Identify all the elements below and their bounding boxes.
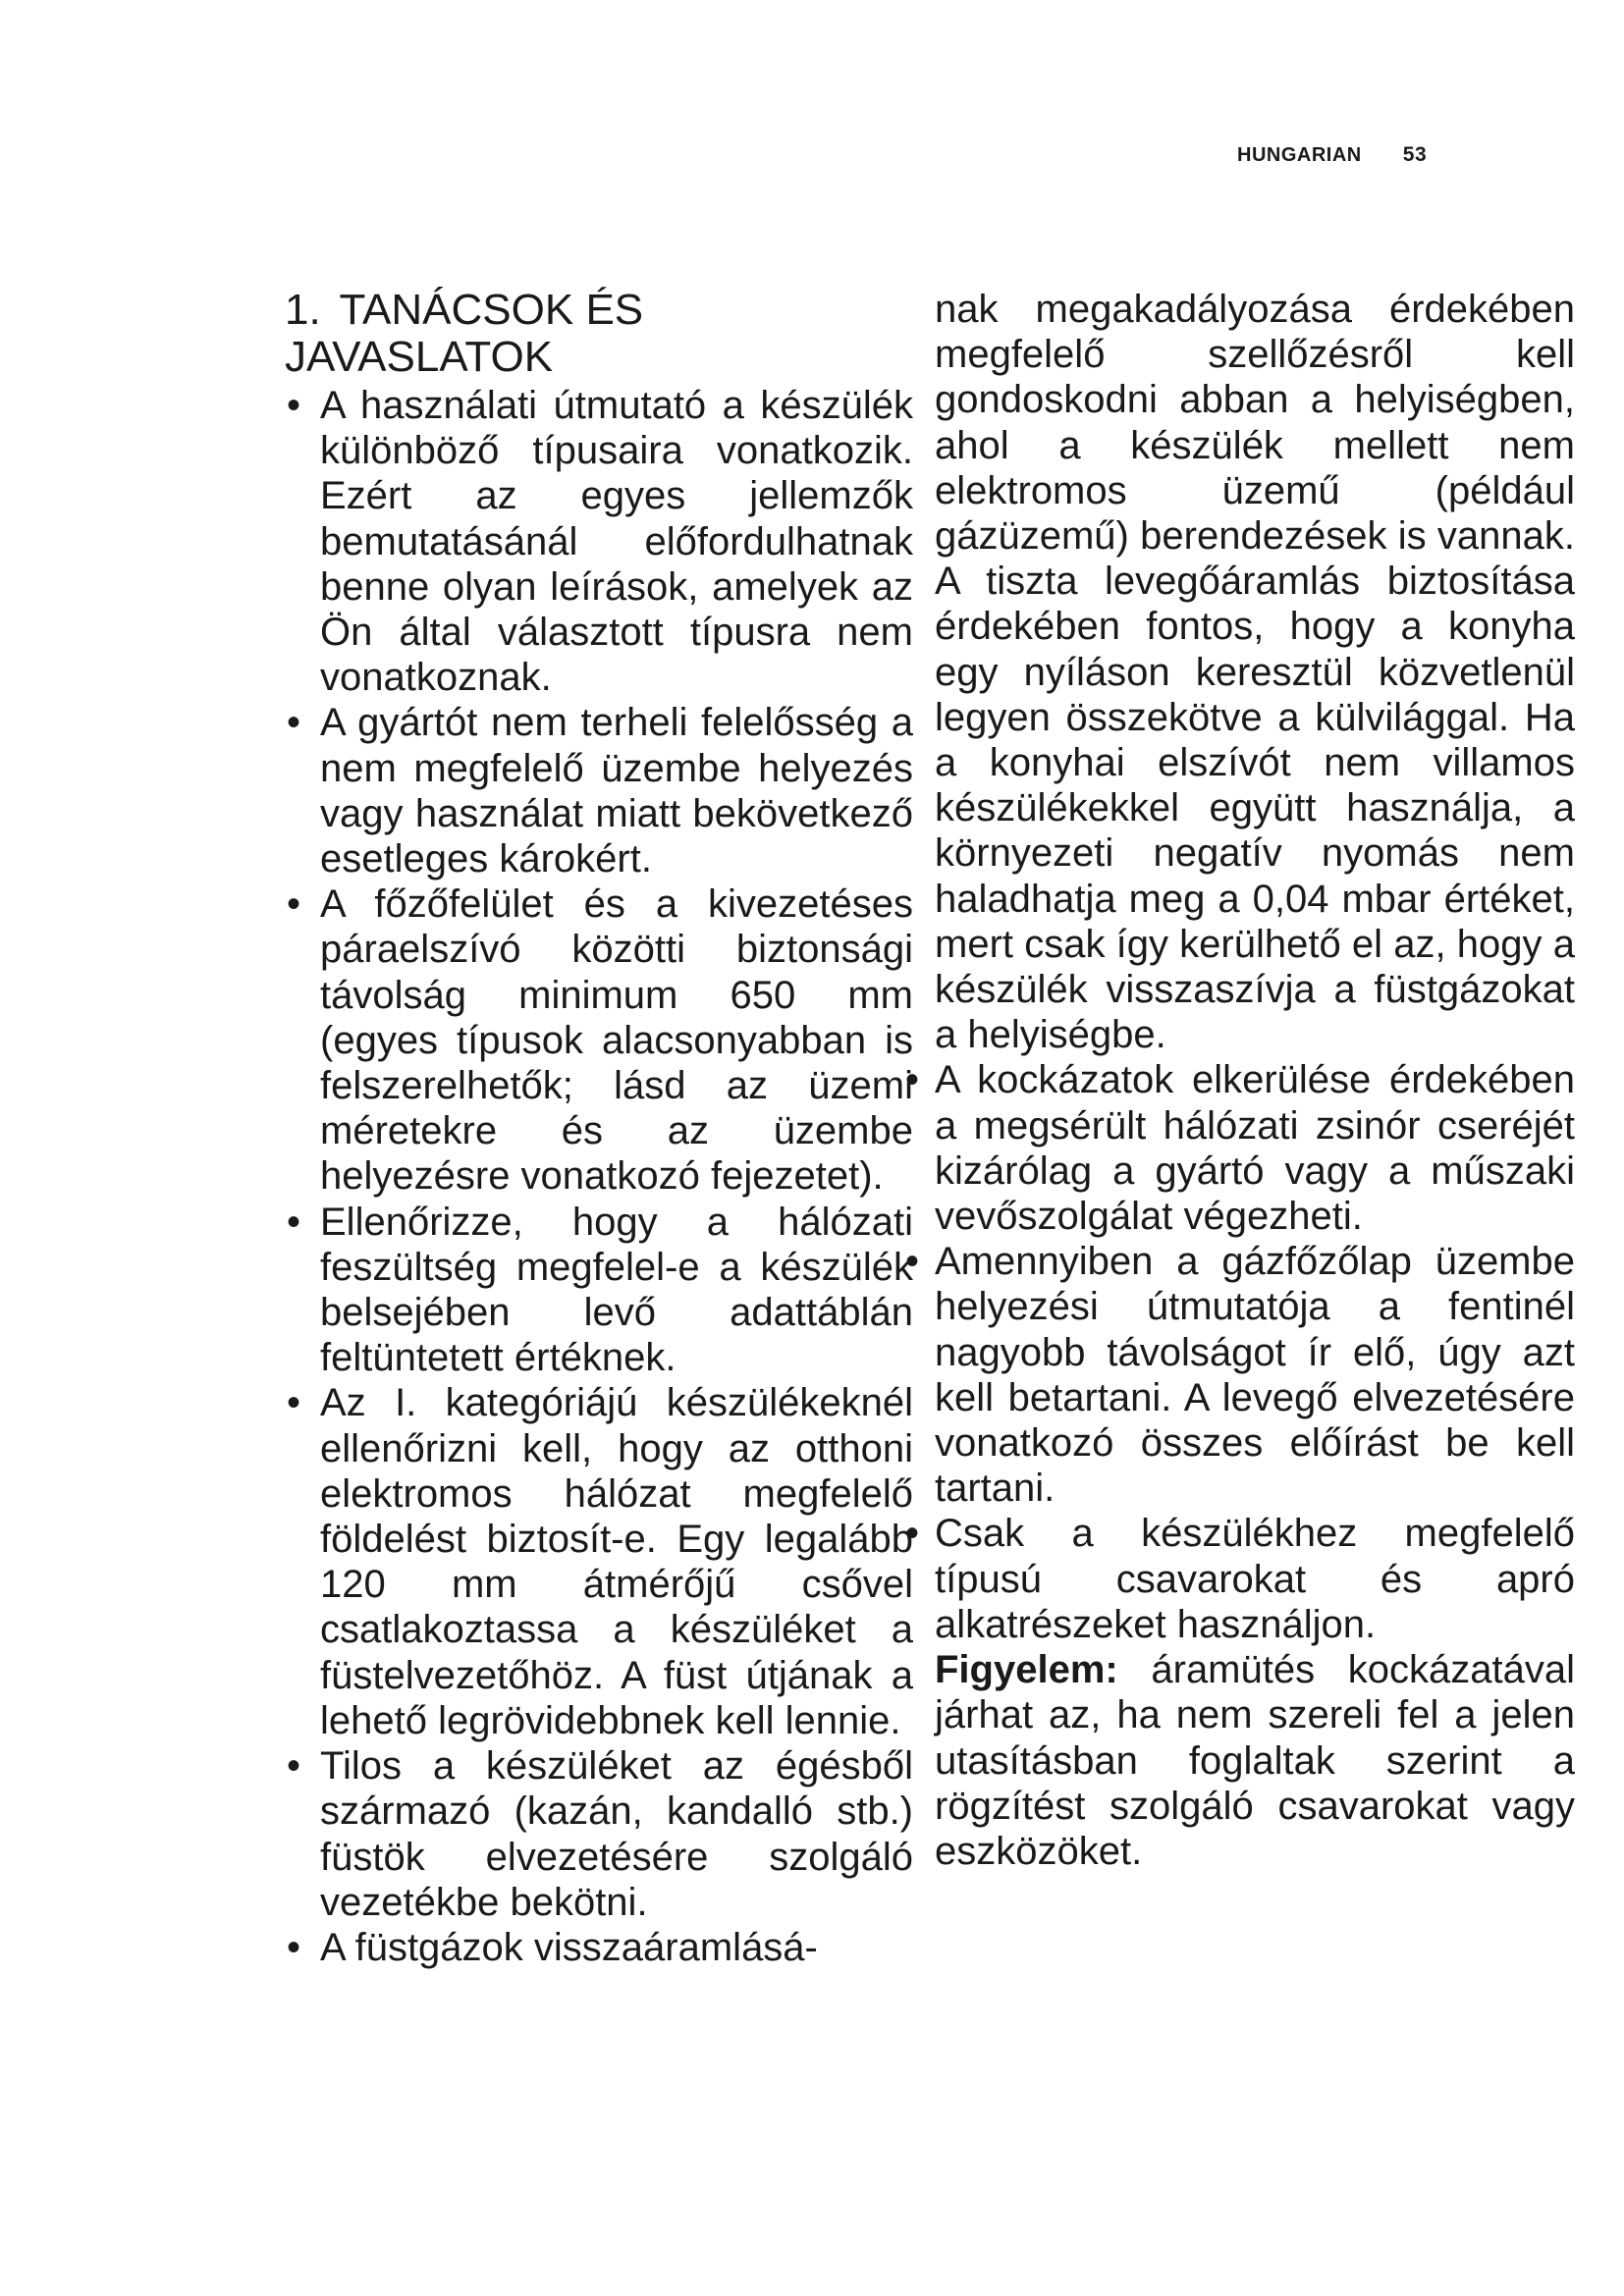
section-title-text: TANÁCSOK ÉS JAVASLATOK <box>285 286 644 381</box>
list-item: • A gyártót nem terheli felelősség a nem megfelelő üzembe helyezés vagy használat miatt bekövetkező esetleges károkért. <box>285 700 913 881</box>
list-item: • Tilos a készüléket az égésből származó (kazán, kandalló stb.) füstök elvezetésére szolgáló vezetékbe bekötni. <box>285 1743 913 1925</box>
list-item: • Csak a készülékhez megfelelő típusú csavarokat és apró alkatrészeket használjon. <box>935 1511 1575 1647</box>
right-bullet-list <box>935 1057 1575 1647</box>
list-item: • A főzőfelület és a kivezetéses páraelszívó közötti biztonsági távolság minimum 650 mm (egyes típusok alacsonyabban is felszerelhetők; lásd az üzemi méretekre és az üzembe helyezésre vonatkozó fejezetet). <box>285 881 913 1199</box>
list-item: • Ellenőrizze, hogy a hálózati feszültség megfelel-e a készülék belsejében levő adattáblán feltüntetett értéknek. <box>285 1200 913 1381</box>
list-item: • A kockázatok elkerülése érdekében a megsérült hálózati zsinór cseréjét kizárólag a gyártó vagy a műszaki vevőszolgálat végezheti. <box>935 1057 1575 1239</box>
section-title <box>285 287 913 381</box>
left-column <box>285 287 913 1970</box>
section-number: 1. <box>285 286 321 334</box>
warning-paragraph <box>935 1647 1575 1874</box>
list-item: • Amennyiben a gázfőzőlap üzembe helyezési útmutatója a fentinél nagyobb távolságot ír elő, úgy azt kell betartani. A levegő elvezetésére vonatkozó összes előírást be kell tartani. <box>935 1239 1575 1511</box>
page-header <box>1237 143 1473 167</box>
page-number: 53 <box>1402 143 1428 166</box>
right-column <box>935 287 1575 1874</box>
language-label: HUNGARIAN <box>1237 144 1362 166</box>
continued-paragraph: nak megakadályozása érdekében megfelelő szellőzésről kell gondoskodni abban a helyiségben, ahol a készülék mellett nem elektromos üzemű (például gázüzemű) berendezések is vannak. A tiszta levegőáramlás biztosítása érdekében fontos, hogy a konyha egy nyíláson keresztül közvetlenül legyen összekötve a külvilággal. Ha a konyhai elszívót nem villamos készülékekkel együtt használja, a környezeti negatív nyomás nem haladhatja meg a 0,04 mbar értéket, mert csak így kerülhető el az, hogy a készülék visszaszívja a füstgázokat a helyiségbe. <box>935 288 1575 1057</box>
list-item: • Az I. kategóriájú készülékeknél ellenőrizni kell, hogy az otthoni elektromos hálózat megfelelő földelést biztosít-e. Egy legalább 120 mm átmérőjű csővel csatlakoztassa a készüléket a füstelvezetőhöz. A füst útjának a lehető legrövidebbnek kell lennie. <box>285 1380 913 1743</box>
list-item: • A füstgázok visszaáramlásá- <box>285 1925 913 1970</box>
warning-label: Figyelem: <box>935 1648 1118 1692</box>
left-bullet-list <box>285 383 913 1970</box>
list-item: • A használati útmutató a készülék különböző típusaira vonatkozik. Ezért az egyes jellemzők bemutatásánál előfordulhatnak benne olyan leírások, amelyek az Ön által választott típusra nem vonatkoznak. <box>285 383 913 700</box>
warning-text: áramütés kockázatával járhat az, ha nem szereli fel a jelen utasításban foglaltak szerint a rögzítést szolgáló csavarokat vagy eszközöket. <box>935 1648 1575 1873</box>
